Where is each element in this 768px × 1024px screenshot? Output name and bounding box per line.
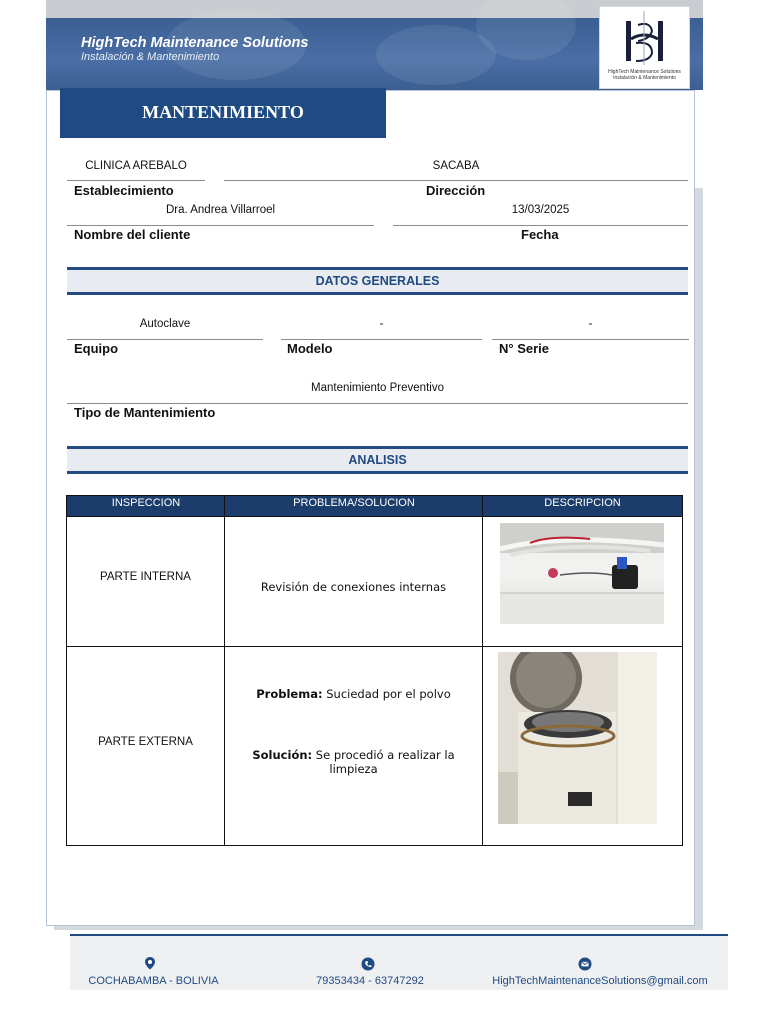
- row-2-inspection: PARTE EXTERNA: [98, 736, 193, 748]
- maintenance-type-value: Mantenimiento Preventivo: [311, 382, 444, 394]
- divider: [393, 225, 688, 226]
- divider: [67, 225, 374, 226]
- model-label: Modelo: [287, 341, 333, 356]
- page-header: [46, 0, 703, 90]
- photo-internal-connections: [500, 523, 664, 624]
- envelope-icon: [578, 957, 592, 971]
- page-footer: [70, 934, 728, 990]
- company-name: HighTech Maintenance Solutions: [81, 35, 309, 51]
- divider: [281, 339, 482, 340]
- company-tagline: Instalación & Mantenimiento: [81, 51, 220, 63]
- serial-label: N° Serie: [499, 341, 550, 356]
- divider: [67, 403, 688, 404]
- maintenance-type-label: Tipo de Mantenimiento: [74, 405, 216, 420]
- solution-text: Se procedió a realizar la limpieza: [315, 748, 455, 776]
- problem-label: Problema:: [256, 687, 323, 701]
- phone-icon: [361, 957, 375, 971]
- row-1-inspection: PARTE INTERNA: [100, 571, 191, 583]
- column-header-problema-solucion: PROBLEMA/SOLUCION: [225, 496, 483, 516]
- divider: [67, 180, 205, 181]
- section-datos-generales: DATOS GENERALES: [67, 267, 688, 295]
- company-logo: [599, 6, 690, 89]
- divider: [492, 339, 689, 340]
- model-value: -: [379, 318, 384, 330]
- row-divider: [67, 516, 682, 517]
- address-label: Dirección: [426, 183, 486, 198]
- map-pin-icon: [143, 956, 157, 970]
- column-divider: [224, 496, 225, 845]
- row-2-solution: [237, 748, 470, 776]
- column-divider: [482, 496, 483, 845]
- logo-mark-icon: [600, 7, 689, 69]
- column-header-inspeccion: INSPECCION: [67, 496, 225, 516]
- address-value: SACABA: [432, 160, 480, 172]
- footer-location: COCHABAMBA - BOLIVIA: [88, 975, 219, 987]
- row-2-problem: [225, 687, 482, 701]
- serial-value: -: [588, 318, 593, 330]
- client-value: Dra. Andrea Villarroel: [165, 204, 276, 216]
- logo-caption: HighTech Maintenance Solutions Instalación & Mantenimiento: [608, 69, 681, 81]
- solution-label: Solución:: [252, 748, 313, 762]
- document-title: MANTENIMIENTO: [60, 88, 386, 138]
- client-label: Nombre del cliente: [74, 227, 191, 242]
- divider: [67, 339, 263, 340]
- equipment-value: Autoclave: [139, 318, 191, 330]
- section-analisis: ANALISIS: [67, 446, 688, 474]
- column-header-descripcion: DESCRIPCION: [483, 496, 682, 516]
- establishment-label: Establecimiento: [74, 183, 174, 198]
- problem-text: Suciedad por el polvo: [326, 687, 451, 701]
- row-1-description: Revisión de conexiones internas: [260, 580, 447, 594]
- footer-email[interactable]: HighTechMaintenanceSolutions@gmail.com: [492, 975, 708, 987]
- photo-autoclave-exterior: [498, 652, 657, 824]
- footer-phones: 79353434 - 63747292: [316, 975, 424, 987]
- row-divider: [67, 646, 682, 647]
- establishment-value: CLINICA AREBALO: [85, 160, 187, 172]
- equipment-label: Equipo: [74, 341, 119, 356]
- date-label: Fecha: [521, 227, 559, 242]
- date-value: 13/03/2025: [511, 204, 570, 216]
- divider: [224, 180, 688, 181]
